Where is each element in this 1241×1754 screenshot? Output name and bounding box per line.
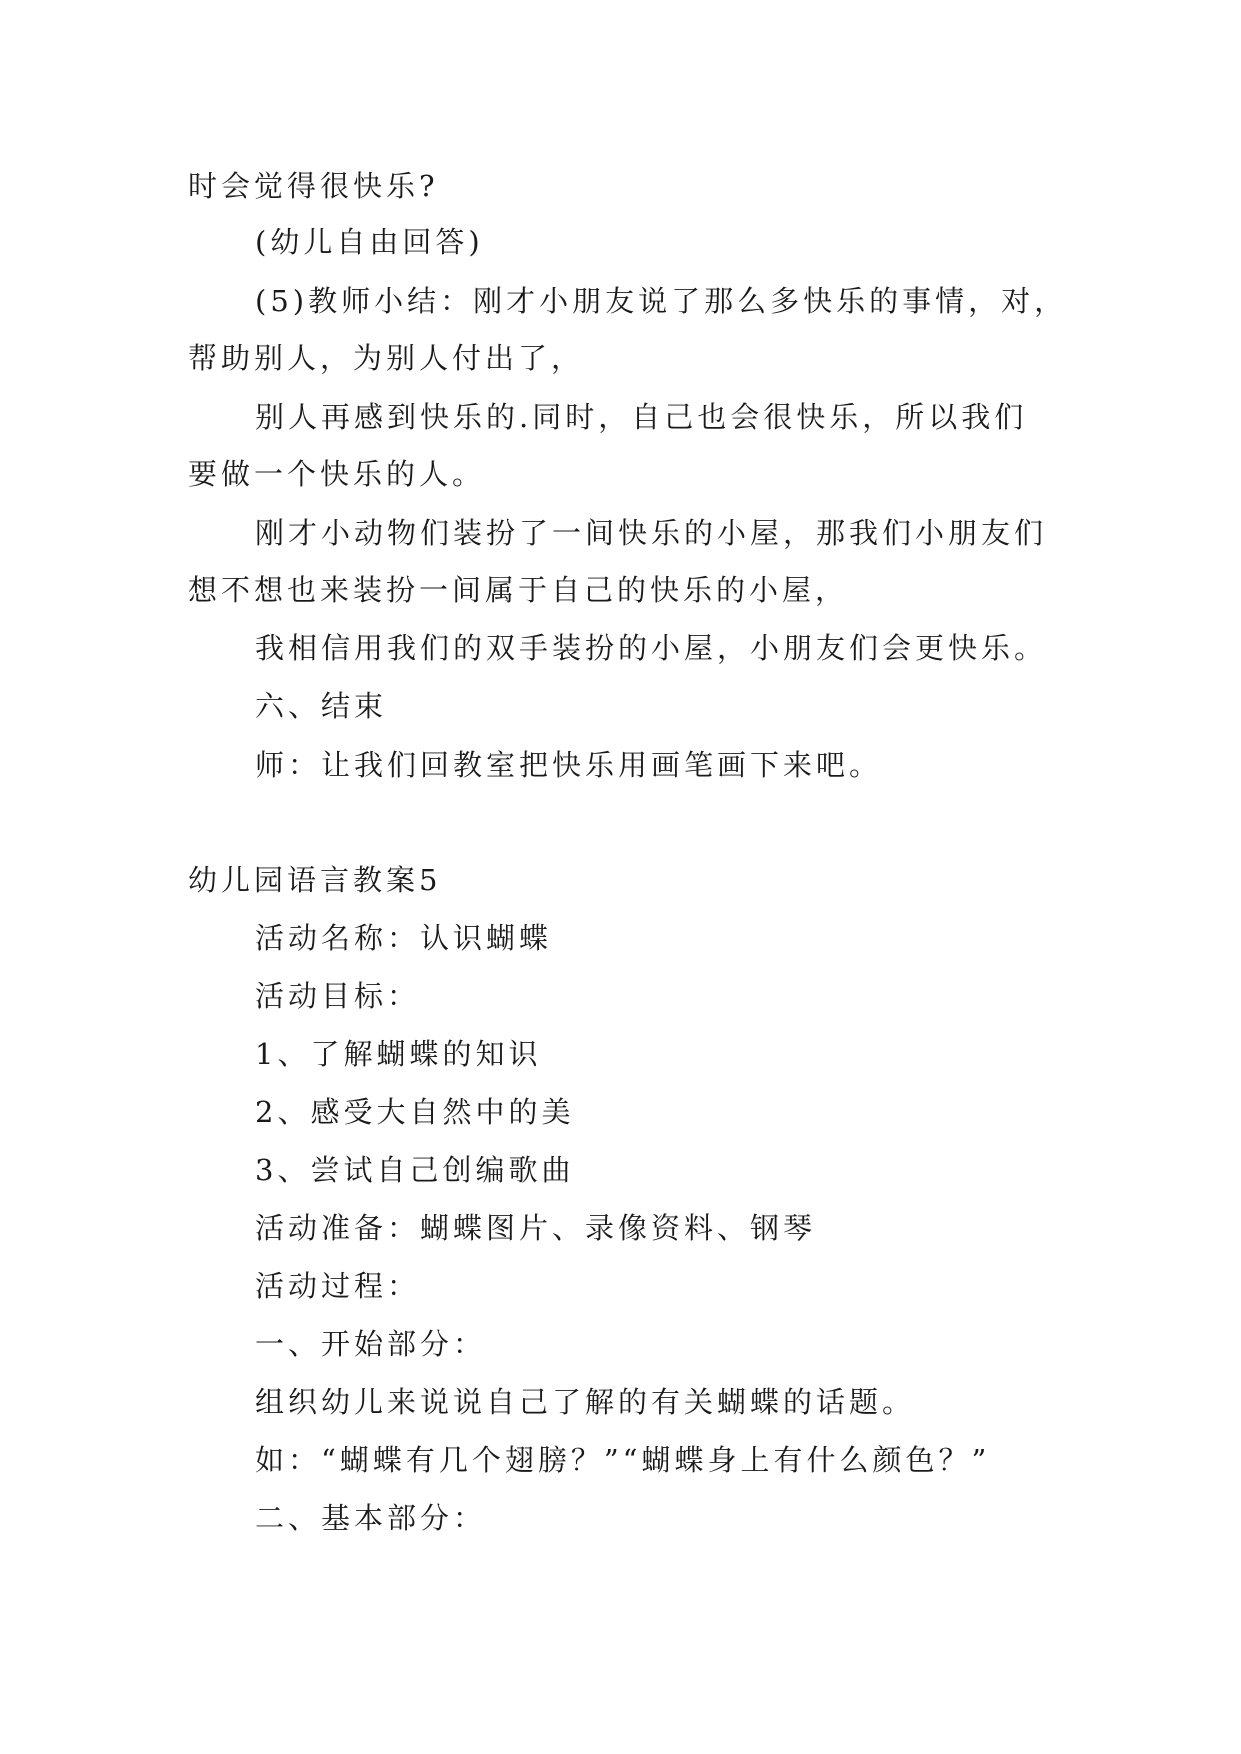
document-title: 幼儿园语言教案5 <box>188 863 442 897</box>
text-line: 刚才小动物们装扮了一间快乐的小屋，那我们小朋友们 <box>255 516 1048 550</box>
text-line: 帮助别人，为别人付出了， <box>188 341 585 375</box>
text-line: (幼儿自由回答) <box>255 225 484 259</box>
list-item: 2、感受大自然中的美 <box>255 1095 575 1129</box>
text-line: (5)教师小结：刚才小朋友说了那么多快乐的事情，对， <box>255 284 1068 318</box>
text-line: 师：让我们回教室把快乐用画笔画下来吧。 <box>255 748 883 782</box>
text-line: 活动准备：蝴蝶图片、录像资料、钢琴 <box>255 1211 817 1245</box>
text-line: 组织幼儿来说说自己了解的有关蝴蝶的话题。 <box>255 1385 916 1419</box>
section-heading: 六、结束 <box>255 689 388 723</box>
text-line: 要做一个快乐的人。 <box>188 457 486 491</box>
text-line: 时会觉得很快乐? <box>188 169 439 203</box>
text-line: 活动目标： <box>255 979 421 1013</box>
section-heading: 一、开始部分： <box>255 1327 487 1361</box>
text-line: 活动名称：认识蝴蝶 <box>255 921 553 955</box>
text-line: 我相信用我们的双手装扮的小屋，小朋友们会更快乐。 <box>255 631 1048 665</box>
section-heading: 二、基本部分： <box>255 1501 487 1535</box>
text-line: 想不想也来装扮一间属于自己的快乐的小屋， <box>188 573 849 607</box>
list-item: 3、尝试自己创编歌曲 <box>255 1153 575 1187</box>
text-line: 别人再感到快乐的.同时，自己也会很快乐，所以我们 <box>255 400 1028 434</box>
list-item: 1、了解蝴蝶的知识 <box>255 1037 542 1071</box>
text-line: 如：“蝴蝶有几个翅膀？”“蝴蝶身上有什么颜色？” <box>255 1443 991 1477</box>
text-line: 活动过程： <box>255 1269 421 1303</box>
